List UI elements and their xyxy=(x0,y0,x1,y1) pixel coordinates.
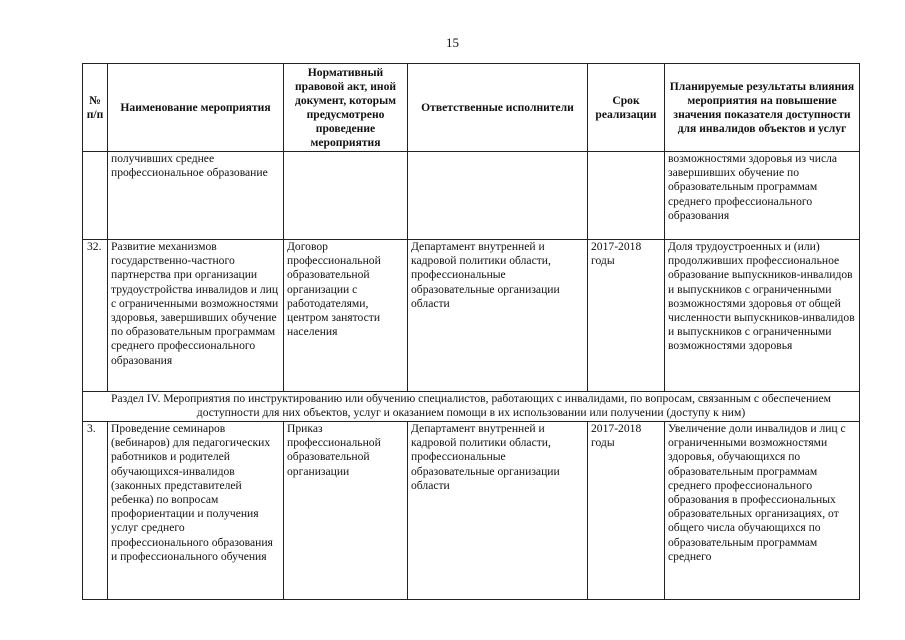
header-row xyxy=(83,64,860,152)
header-act: Нормативный правовой акт, иной документ, которым предусмотрено проведение мероприятия xyxy=(284,64,408,152)
measures-table xyxy=(82,63,860,600)
row-term xyxy=(588,152,665,240)
row-term: 2017-2018 годы xyxy=(588,422,665,600)
table-row xyxy=(83,152,860,240)
header-results: Планируемые результаты влияния мероприятия на повышение значения показателя доступности для инвалидов объектов и услуг xyxy=(665,64,860,152)
row-results: Увеличение доли инвалидов и лиц с ограниченными возможностями здоровья, обучающихся по образовательным программам среднего профессионального образования в профессиональных образовательных организациях, от общего числа обучающихся по образовательным программам среднего xyxy=(665,422,860,600)
table-row xyxy=(83,422,860,600)
row-name: Проведение семинаров (вебинаров) для педагогических работников и родителей обучающихся-инвалидов (законных представителей ребенка) по вопросам профориентации и получения услуг среднего профессионального образования и профессионального обучения xyxy=(108,422,284,600)
row-act: Договор профессиональной образовательной организации с работодателями, центром занятости населения xyxy=(284,240,408,392)
row-name: получивших среднее профессиональное образование xyxy=(108,152,284,240)
page-number: 15 xyxy=(446,35,459,50)
row-num xyxy=(83,152,108,240)
row-results: возможностями здоровья из числа завершивших обучение по образовательным программам среднего профессионального образования xyxy=(665,152,860,240)
row-num: 32. xyxy=(83,240,108,392)
row-name: Развитие механизмов государственно-частного партнерства при организации трудоустройства инвалидов и лиц с ограниченными возможностями здоровья, завершивших обучение по образовательным программам среднего профессионального образования xyxy=(108,240,284,392)
row-executors: Департамент внутренней и кадровой политики области, профессиональные образовательные организации области xyxy=(408,240,588,392)
header-executors: Ответственные исполнители xyxy=(408,64,588,152)
row-results: Доля трудоустроенных и (или) продолживших профессиональное образование выпускников-инвалидов и выпускников с ограниченными возможностями здоровья от общей численности выпускников-инвалидов и выпускников с ограниченными возможностями здоровья xyxy=(665,240,860,392)
table-row xyxy=(83,240,860,392)
row-term: 2017-2018 годы xyxy=(588,240,665,392)
row-executors xyxy=(408,152,588,240)
row-num: 3. xyxy=(83,422,108,600)
header-num: № п/п xyxy=(83,64,108,152)
section-row xyxy=(83,392,860,422)
row-act: Приказ профессиональной образовательной организации xyxy=(284,422,408,600)
section-title: Раздел IV. Мероприятия по инструктированию или обучению специалистов, работающих с инвалидами, по вопросам, связанным с обеспечением доступности для них объектов, услуг и оказанием помощи в их использовании или получении (доступу к ним) xyxy=(83,392,860,422)
header-term: Срок реализации xyxy=(588,64,665,152)
row-executors: Департамент внутренней и кадровой политики области, профессиональные образовательные организации области xyxy=(408,422,588,600)
row-act xyxy=(284,152,408,240)
header-name: Наименование мероприятия xyxy=(108,64,284,152)
